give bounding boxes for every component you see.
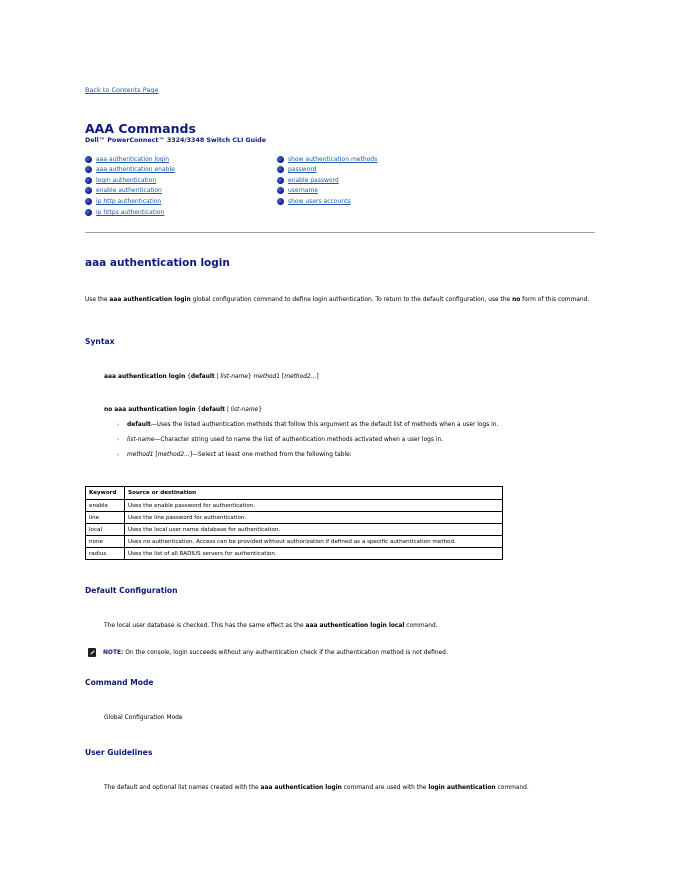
user-guidelines-text: The default and optional list names created with the aaa authentication login command are used with the login authentication command. [104, 785, 529, 791]
syntax-line-2: no aaa authentication login {default | list-name} [104, 407, 262, 413]
command-mode-text: Global Configuration Mode [104, 715, 183, 721]
param-list-name: list-name—Character string used to name the list of authentication methods activated when a user logs in. [127, 437, 444, 443]
intro-paragraph: Use the aaa authentication login global configuration command to define login authentication. To return to the default configuration, use the no form of this command. [85, 297, 590, 303]
nav-link[interactable]: login authentication [96, 177, 157, 184]
list-marker: › [117, 422, 119, 428]
table-cell: line [86, 512, 125, 524]
table-cell: Uses the local user name database for authentication. [125, 524, 503, 536]
divider [85, 232, 595, 233]
table-header: Source or destination [125, 487, 503, 500]
nav-item[interactable] [85, 166, 175, 173]
default-config-text: The local user database is checked. This has the same effect as the aaa authentication login local command. [104, 623, 438, 629]
note-icon [88, 648, 96, 657]
table-cell: Uses the line password for authentication. [125, 512, 503, 524]
table-cell: Uses no authentication. Access can be provided without authorization if defined as a specific authentication method. [125, 536, 503, 548]
nav-link[interactable]: aaa authentication enable [96, 166, 175, 173]
nav-item[interactable] [277, 166, 317, 173]
guide-subtitle: Dell™ PowerConnect™ 3324/3348 Switch CLI Guide [85, 137, 267, 144]
table-cell: radius [86, 548, 125, 560]
nav-item[interactable] [85, 209, 164, 216]
syntax-heading: Syntax [85, 337, 115, 346]
nav-link[interactable]: ip http authentication [96, 198, 162, 205]
nav-link[interactable]: show users accounts [288, 198, 351, 205]
bullet-icon [277, 166, 284, 173]
list-marker: › [117, 452, 119, 458]
syntax-line-1: aaa authentication login {default | list-name} method1 [method2...] [104, 374, 319, 380]
table-row [86, 536, 503, 548]
nav-item[interactable] [85, 156, 169, 163]
table-row [86, 524, 503, 536]
nav-item[interactable] [277, 198, 351, 205]
bullet-icon [277, 156, 284, 163]
nav-link[interactable]: enable authentication [96, 187, 162, 194]
nav-link[interactable]: show authentication methods [288, 156, 378, 163]
table-cell: enable [86, 500, 125, 512]
nav-link[interactable]: password [288, 166, 317, 173]
nav-item[interactable] [277, 187, 318, 194]
table-header: Keyword [86, 487, 125, 500]
command-mode-heading: Command Mode [85, 678, 154, 687]
nav-item[interactable] [85, 177, 156, 184]
bullet-icon [277, 198, 284, 205]
param-methods: method1 [method2...]—Select at least one method from the following table: [127, 452, 352, 458]
table-row [86, 512, 503, 524]
bullet-icon [85, 198, 92, 205]
bullet-icon [85, 156, 92, 163]
table-row [86, 500, 503, 512]
table-cell: none [86, 536, 125, 548]
bullet-icon [85, 177, 92, 184]
nav-item[interactable] [277, 156, 377, 163]
bullet-icon [85, 209, 92, 216]
nav-item[interactable] [85, 187, 162, 194]
table-cell: Uses the list of all RADIUS servers for authentication. [125, 548, 503, 560]
nav-link[interactable]: username [288, 187, 318, 194]
default-config-heading: Default Configuration [85, 586, 178, 595]
section-title: aaa authentication login [85, 257, 230, 269]
note-text: NOTE: On the console, login succeeds without any authentication check if the authentication method is not defined. [103, 650, 448, 656]
back-to-contents-link[interactable]: Back to Contents Page [85, 86, 159, 94]
bullet-icon [85, 166, 92, 173]
nav-link[interactable]: ip https authentication [96, 209, 165, 216]
table-cell: local [86, 524, 125, 536]
table-row [86, 548, 503, 560]
bullet-icon [277, 187, 284, 194]
bullet-icon [85, 187, 92, 194]
param-default: default—Uses the listed authentication methods that follow this argument as the default list of methods when a user logs in. [127, 422, 499, 428]
nav-link[interactable]: enable password [288, 177, 339, 184]
table-cell: Uses the enable password for authentication. [125, 500, 503, 512]
nav-link[interactable]: aaa authentication login [96, 156, 170, 163]
methods-table [85, 486, 503, 560]
list-marker: › [117, 437, 119, 443]
nav-item[interactable] [277, 177, 339, 184]
user-guidelines-heading: User Guidelines [85, 748, 153, 757]
table-header-row [86, 487, 503, 500]
nav-item[interactable] [85, 198, 161, 205]
page-title: AAA Commands [85, 121, 196, 136]
bullet-icon [277, 177, 284, 184]
